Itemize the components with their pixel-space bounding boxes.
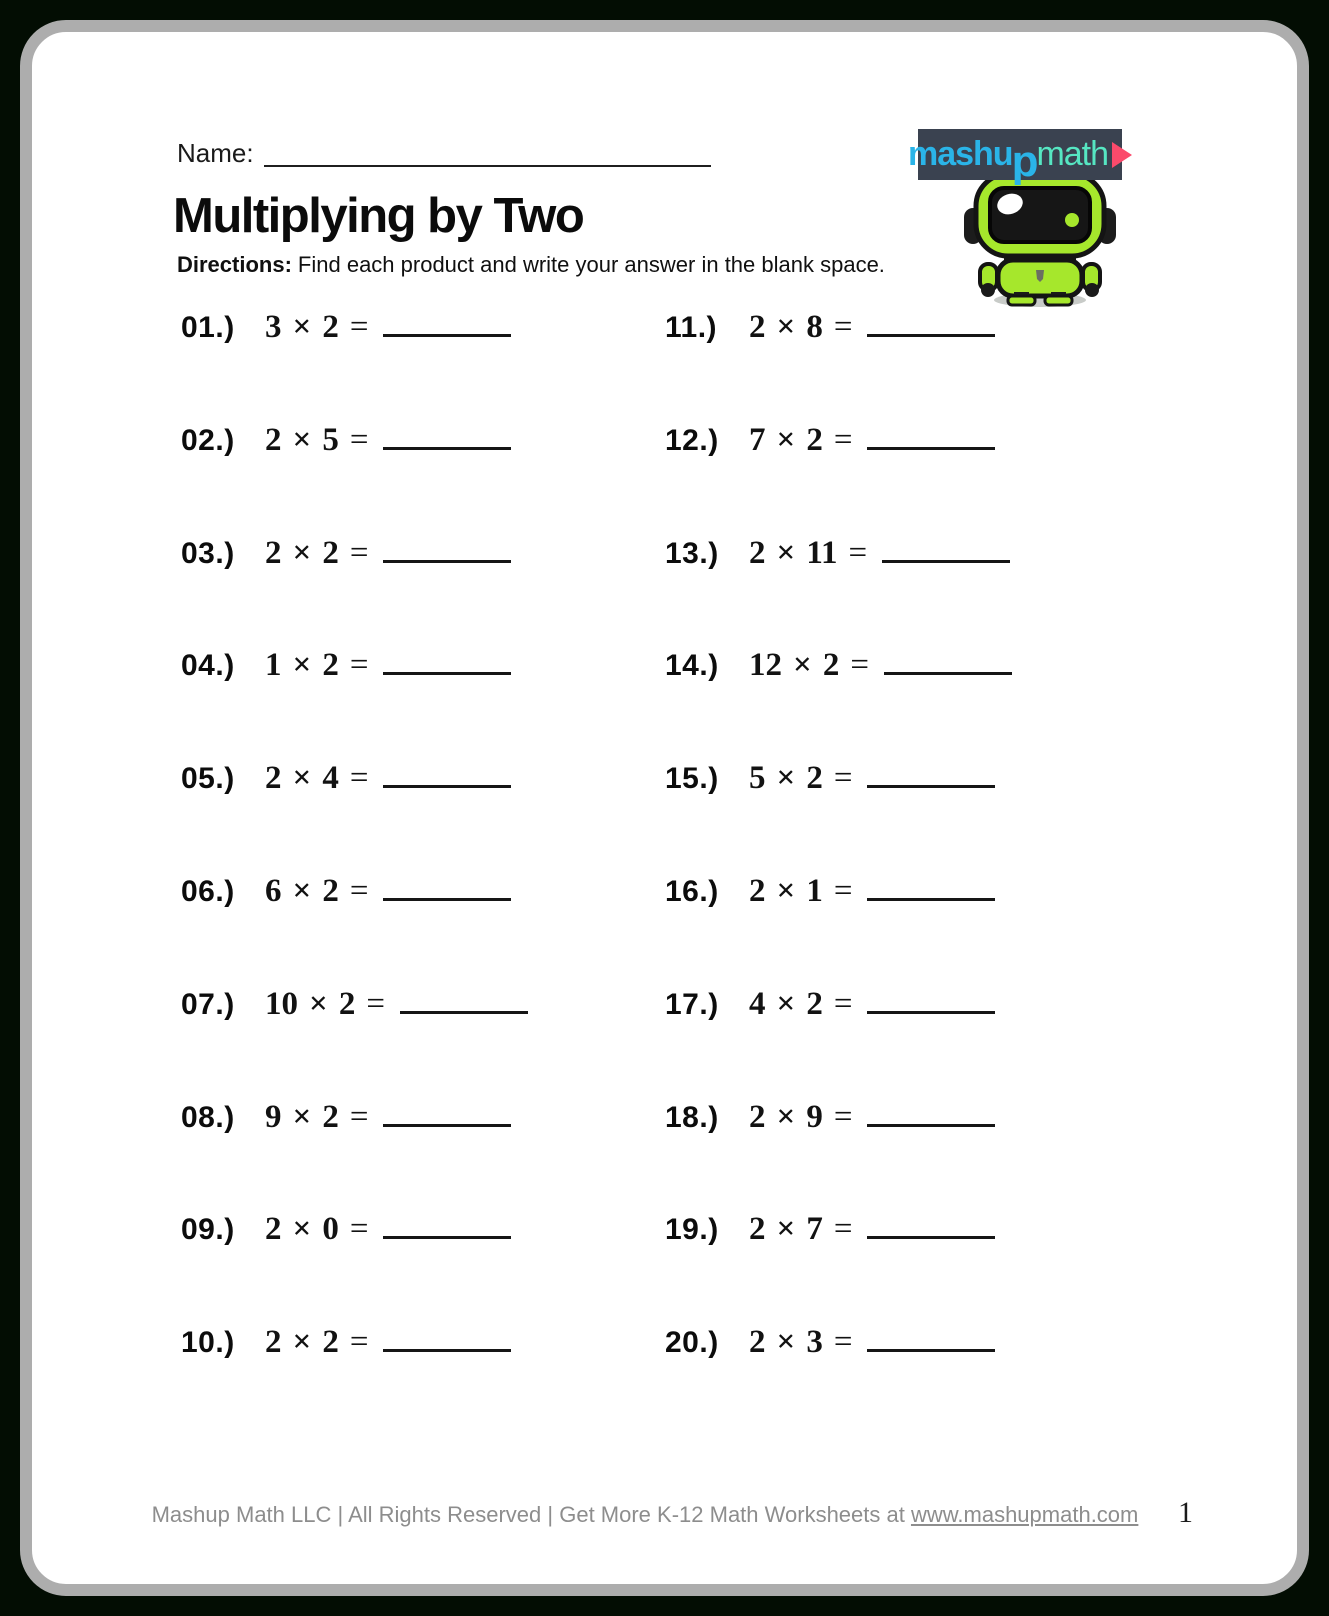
problem-number: 08.) [181,1100,235,1134]
factor-b: 4 [322,760,339,797]
answer-blank[interactable] [867,1006,995,1014]
factor-a: 1 [265,647,282,684]
equals-sign: = [349,760,369,797]
factor-b: 9 [806,1098,823,1135]
problem-number: 06.) [181,874,235,908]
answer-blank[interactable] [383,893,511,901]
problem-number: 02.) [181,423,235,457]
problem-row [181,873,665,986]
problem-row [181,986,665,1099]
times-sign: × [292,534,312,571]
answer-blank[interactable] [400,1006,528,1014]
robot-mascot-graphic [958,168,1122,308]
problem-equation [749,1324,852,1361]
times-sign: × [292,872,312,909]
equals-sign: = [850,647,869,684]
times-sign: × [776,1098,796,1135]
problem-number: 01.) [181,311,235,344]
robot-mascot [958,168,1122,313]
equals-sign: = [833,309,853,345]
times-sign: × [292,309,312,345]
problem-row [665,1099,1171,1212]
mashupmath-logo [907,129,1122,186]
directions [177,252,885,278]
factor-b: 2 [322,1098,339,1135]
times-sign: × [776,534,796,571]
problem-row [181,535,665,648]
equals-sign: = [833,985,853,1022]
times-sign: × [292,1324,312,1361]
factor-a: 5 [749,760,766,797]
equals-sign: = [349,1098,369,1135]
equals-sign: = [349,534,369,571]
answer-blank[interactable] [867,1344,995,1352]
factor-b: 2 [322,534,339,571]
problem-number: 16.) [665,874,719,908]
footer-text: Mashup Math LLC | All Rights Reserved | Get More K-12 Math Worksheets at [151,1502,911,1527]
equals-sign: = [833,760,853,797]
equals-sign: = [349,309,369,345]
factor-a: 2 [749,1211,766,1248]
page-number: 1 [1178,1496,1193,1529]
factor-b: 7 [806,1211,823,1248]
equals-sign: = [833,1324,853,1361]
play-triangle-icon [1112,142,1132,168]
problem-equation [749,873,852,910]
name-blank-line[interactable] [264,163,711,167]
answer-blank[interactable] [867,780,995,788]
footer-website-link[interactable]: www.mashupmath.com [910,1502,1139,1527]
problem-equation [265,422,368,459]
problem-equation [749,422,852,459]
name-label: Name: [177,138,254,168]
times-sign: × [292,1211,312,1248]
factor-b: 2 [338,985,356,1022]
equals-sign: = [833,872,853,909]
answer-blank[interactable] [867,329,995,337]
logo-text-math: math [1036,135,1109,173]
answer-blank[interactable] [867,442,995,450]
problem-equation [749,647,869,684]
problem-row [665,1324,1171,1437]
name-row [177,138,711,169]
problem-equation [265,760,368,797]
problem-number: 11.) [665,311,718,344]
times-sign: × [776,760,796,797]
answer-blank[interactable] [383,1344,511,1352]
problem-equation [749,1211,852,1248]
factor-b: 11 [806,534,838,571]
factor-b: 2 [806,760,823,797]
factor-b: 2 [322,309,339,345]
answer-blank[interactable] [383,667,511,675]
times-sign: × [776,1211,796,1248]
factor-a: 12 [749,647,782,684]
problem-row [181,1099,665,1212]
problem-number: 12.) [665,423,719,457]
factor-a: 2 [265,1211,282,1248]
factor-a: 2 [749,1324,766,1361]
factor-a: 6 [265,872,282,909]
equals-sign: = [349,647,369,684]
problem-number: 07.) [181,987,235,1021]
problem-equation [265,873,368,910]
answer-blank[interactable] [383,329,511,337]
problem-row [181,1324,665,1437]
problem-number: 14.) [665,649,719,683]
factor-b: 8 [806,309,823,345]
problem-row [665,760,1171,873]
factor-b: 1 [806,872,823,909]
problem-equation [265,986,385,1023]
equals-sign: = [833,1098,853,1135]
equals-sign: = [349,1211,369,1248]
problem-row [181,760,665,873]
footer [150,1502,1140,1528]
times-sign: × [776,1324,796,1361]
factor-b: 5 [322,421,339,458]
problem-number: 03.) [181,536,235,570]
answer-blank[interactable] [383,1231,511,1239]
problem-number: 04.) [181,649,235,683]
equals-sign: = [833,421,853,458]
problem-row [665,309,1171,422]
factor-b: 2 [806,421,823,458]
factor-a: 2 [749,309,766,345]
problem-row [181,422,665,535]
problem-number: 13.) [665,536,719,570]
answer-blank[interactable] [882,555,1010,563]
logo-text-mashu: mashu [907,135,1013,173]
times-sign: × [309,985,328,1022]
factor-a: 7 [749,421,766,458]
answer-blank[interactable] [867,893,995,901]
factor-b: 2 [322,872,339,909]
factor-a: 2 [265,760,282,797]
times-sign: × [776,872,796,909]
times-sign: × [776,421,796,458]
problem-equation [749,309,852,346]
answer-blank[interactable] [383,780,511,788]
problem-equation [265,309,368,346]
factor-a: 2 [265,534,282,571]
factor-a: 2 [749,872,766,909]
problem-equation [265,535,368,572]
times-sign: × [793,647,812,684]
factor-b: 3 [806,1324,823,1361]
problem-equation [749,986,852,1023]
answer-blank[interactable] [884,667,1012,675]
problem-row [665,986,1171,1099]
answer-blank[interactable] [383,555,511,563]
problem-row [181,1211,665,1324]
problem-number: 15.) [665,762,719,796]
problem-row [665,647,1171,760]
problem-equation [265,1324,368,1361]
problem-equation [749,1099,852,1136]
factor-a: 2 [749,1098,766,1135]
logo-text-p: p [1011,136,1039,186]
times-sign: × [292,1098,312,1135]
problems-grid [181,309,1171,1437]
factor-a: 3 [265,309,282,345]
equals-sign: = [366,985,385,1022]
factor-a: 2 [265,1324,282,1361]
factor-a: 2 [265,421,282,458]
factor-b: 0 [322,1211,339,1248]
problem-equation [265,647,368,684]
problem-row [665,1211,1171,1324]
problem-row [665,422,1171,535]
problem-equation [265,1211,368,1248]
answer-blank[interactable] [383,442,511,450]
times-sign: × [292,647,312,684]
problem-equation [265,1099,368,1136]
equals-sign: = [349,421,369,458]
times-sign: × [292,421,312,458]
page-title: Multiplying by Two [173,189,584,243]
problem-row [181,647,665,760]
problem-number: 09.) [181,1213,235,1247]
problem-row [181,309,665,422]
factor-a: 4 [749,985,766,1022]
factor-b: 2 [322,1324,339,1361]
factor-b: 2 [806,985,823,1022]
equals-sign: = [349,872,369,909]
equals-sign: = [833,1211,853,1248]
answer-blank[interactable] [867,1119,995,1127]
problem-row [665,535,1171,648]
equals-sign: = [349,1324,369,1361]
times-sign: × [292,760,312,797]
factor-a: 9 [265,1098,282,1135]
problem-number: 20.) [665,1326,719,1360]
factor-a: 10 [265,985,298,1022]
equals-sign: = [848,534,868,571]
problem-equation [749,535,867,572]
factor-b: 2 [822,647,840,684]
problem-number: 05.) [181,762,235,796]
problem-row [665,873,1171,986]
answer-blank[interactable] [867,1231,995,1239]
problem-number: 17.) [665,987,719,1021]
problem-number: 18.) [665,1100,719,1134]
directions-text: Find each product and write your answer in the blank space. [297,252,885,277]
factor-a: 2 [749,534,766,571]
problem-number: 10.) [181,1326,235,1360]
directions-label: Directions: [177,252,292,277]
times-sign: × [776,309,796,345]
problem-number: 19.) [665,1213,719,1247]
problem-equation [749,760,852,797]
factor-b: 2 [322,647,339,684]
times-sign: × [776,985,796,1022]
answer-blank[interactable] [383,1119,511,1127]
